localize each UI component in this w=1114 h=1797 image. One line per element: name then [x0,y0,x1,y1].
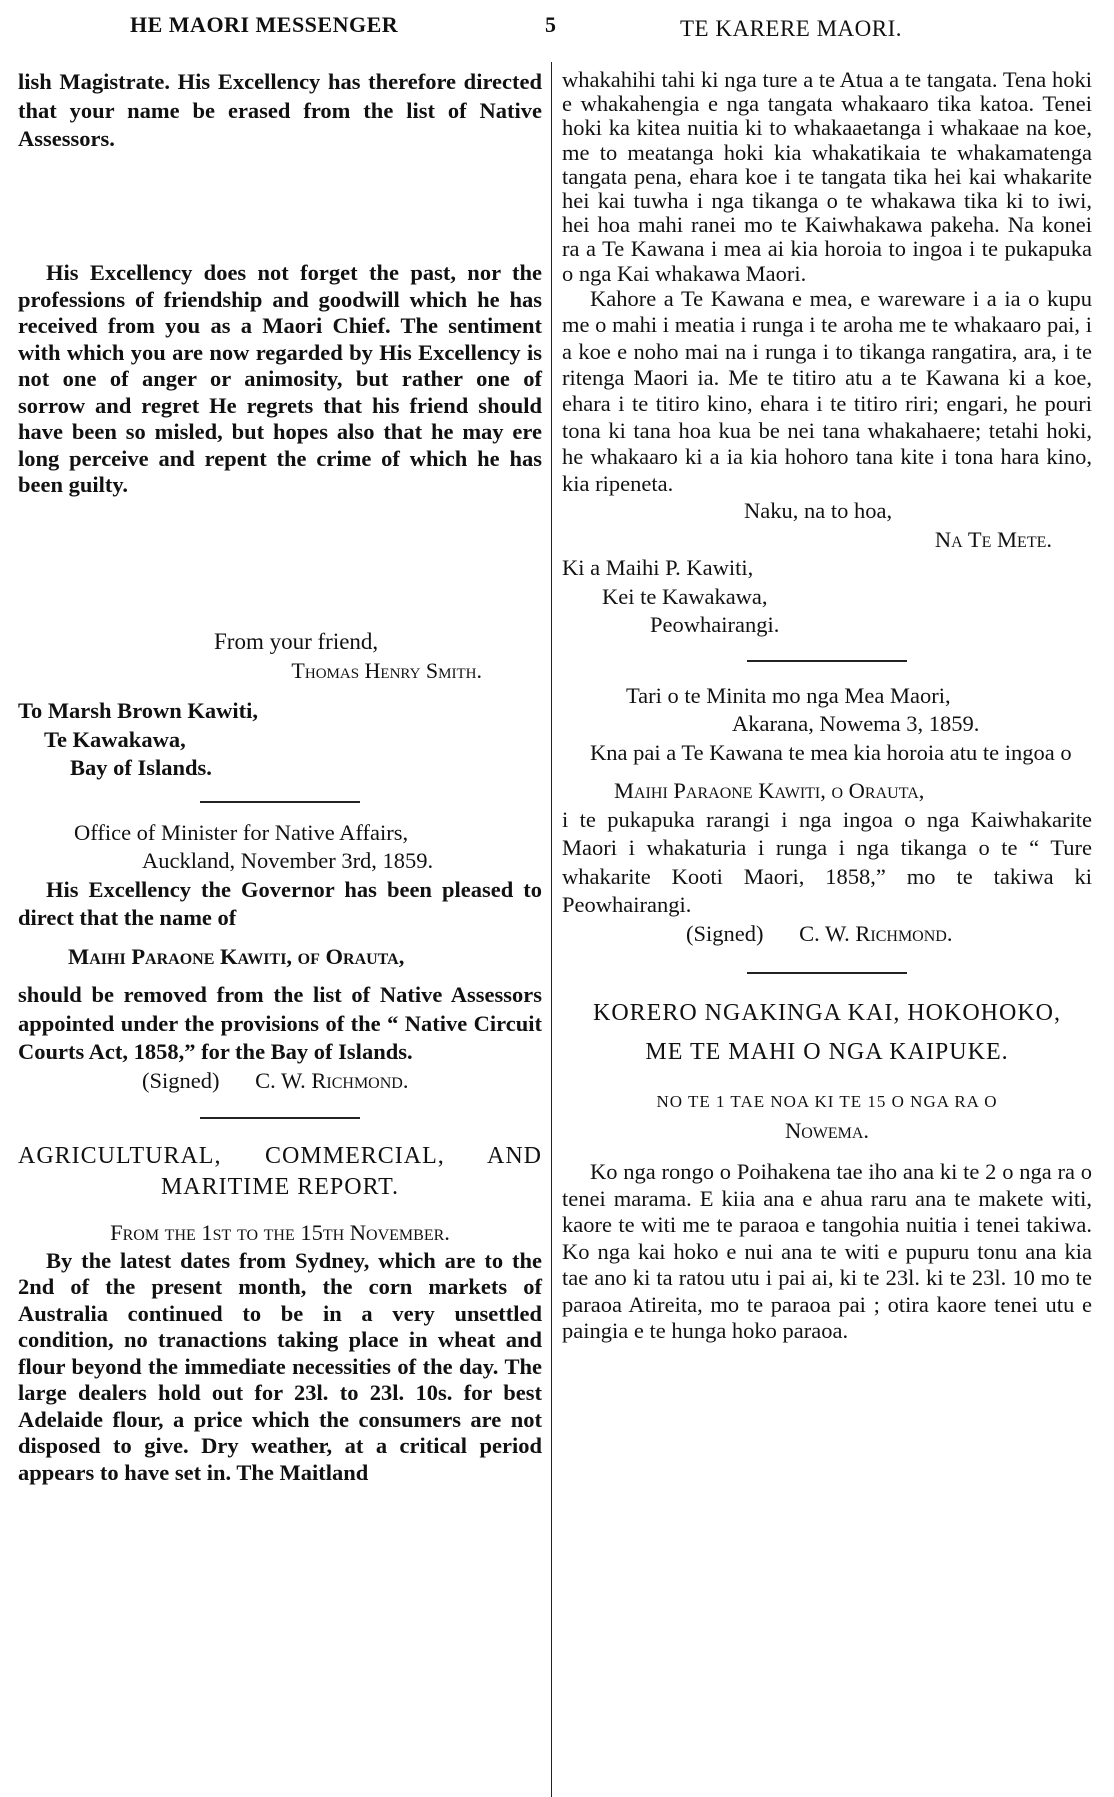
intro-paragraph-maori: whakahihi tahi ki nga ture a te Atua a te tangata. Tena hoki e whakahengia e nga tangata whakaaro tika katoa. Tenei hoki ka kitea nuitia ki to whakaaetanga i whakaae na koe, me to meatanga hoki kia whakatikaia te whakamatenga tangata pena, ehara koe i te tangata tika hei kai whakarite hei kai tuwha i nga tikanga o te whakawa tika ki to iwi, hei hoa mahi ranei mo te Kaiwhakawa pakeha. Na konei ra a Te Kawana i mea ai kia horoia to ingoa i te pukapuka o nga Kai whakawa Maori. [562,67,1092,286]
maori-column [562,68,1092,1797]
addressee-line2: Te Kawakawa, [44,726,186,752]
signature-line-maori [562,920,1092,949]
page-number: 5 [545,12,557,37]
office-line2: Auckland, November 3rd, 1859. [142,848,434,873]
office-maori-line2: Akarana, Nowema 3, 1859. [732,711,980,737]
english-column [18,68,542,1797]
notice-paragraph: His Excellency the Governor has been pleased to direct that the name of [18,876,542,930]
report-title-maori-2: ME TE MAHI O NGA KAIPUKE. [645,1039,1009,1066]
signed-name: C. W. Richmond. [255,1067,409,1093]
signed-name-maori: C. W. Richmond. [799,920,953,946]
letter-paragraph: His Excellency does not forget the past, nor the professions of friendship and goodwill which he has received from you as a Maori Chief. The sentiment with which you are now regarded by His Excellency is not one of anger or animosity, but rather one of sorrow and regret He regrets that his friend should have been so misled, but hopes also that he may ere long perceive and repent the crime of which he has been guilty. [18,260,542,497]
addressee-maori-line1: Ki a Maihi P. Kawiti, [562,555,754,581]
office-maori-line1: Tari o te Minita mo nga Mea Maori, [626,682,951,708]
addressee-line1: To Marsh Brown Kawiti, [18,698,259,723]
notice-paragraph-maori-2: i te pukapuka rarangi i nga ingoa o nga Kaiwhakarite Maori i whakaturia i runga i nga tikanga o te “ Ture whakarite Kooti Maori, 1858,” mo te takiwa ki Peowhairangi. [562,806,1092,918]
report-subtitle-maori-2: Nowema. [784,1117,870,1143]
report-subtitle-maori-1: NO TE 1 TAE NOA KI TE 15 O NGA RA O [656,1092,998,1112]
letter-signer-maori: Na Te Mete. [934,526,1052,552]
intro-paragraph: lish Magistrate. His Excellency has therefore directed that your name be erased from the list of Native Assessors. [18,69,542,151]
assessor-name: Maihi Paraone Kawiti, of Orauta, [68,943,405,969]
office-line1: Office of Minister for Native Affairs, [74,819,409,845]
letter-signer: Thomas Henry Smith. [291,657,482,683]
column-divider [551,62,552,1797]
addressee-line3: Bay of Islands. [70,755,212,780]
report-body: By the latest dates from Sydney, which are to the 2nd of the present month, the corn markets of Australia continued to be in a very unsettled condition, no tranactions taking place in wheat and flour beyond the immediate necessities of the day. The large dealers hold out for 23l. to 23l. 10s. for best Adelaide flour, a price which the consumers are not disposed to give. Dry weather, at a critical period appears to have set in. The Maitland [18,1247,542,1485]
letter-closing: From your friend, [214,629,379,654]
addressee-maori-line3: Peowhairangi. [650,612,780,638]
page-header [0,6,1114,50]
signature-line [18,1067,542,1096]
report-body-maori: Ko nga rongo o Poihakena tae iho ana ki te 2 o nga ra o tenei marama. E kiia ana e ahua raru ana te makete witi, kaore te witi me te paraoa e tangohia nuitia i tenei takiwa. Ko nga kai hoko e nui ana te witi e pupuru tonu ana kia tae ano ki ta ratou utu i pai ai, ki te 23l. ki te 23l. 10 mo te paraoa Atireita, mo te paraoa pai ; otira kaore tenei utu e paingia e te hunga hoko paraoa. [562,1159,1092,1344]
letter-closing-maori: Naku, na to hoa, [744,498,893,524]
masthead-maori: TE KARERE MAORI. [680,16,903,41]
signed-label: (Signed) [142,1067,220,1093]
notice-paragraph-maori: Kna pai a Te Kawana te mea kia horoia atu te ingoa o [590,739,1072,765]
report-title-maori-1: KORERO NGAKINGA KAI, HOKOHOKO, [593,1000,1061,1027]
notice-paragraph-2: should be removed from the list of Native Assessors appointed under the provisions of the “ Native Circuit Courts Act, 1858,” for the Bay of Islands. [18,982,542,1064]
masthead-english: HE MAORI MESSENGER [130,12,399,37]
signed-label-maori: (Signed) [686,920,764,946]
report-subtitle: From the 1st to the 15th November. [110,1220,450,1245]
report-title: AGRICULTURAL, COMMERCIAL, AND MARITIME REPORT. [18,1143,542,1200]
assessor-name-maori: Maihi Paraone Kawiti, o Orauta, [614,778,925,804]
letter-paragraph-maori: Kahore a Te Kawana e mea, e wareware i a ia o kupu me o mahi i meatia i runga i te aroha me te whakaaro pai, i a koe e noho mai na i runga i to tikanga rangatira, ara, i te ritenga Maori ia. Me te titiro atu a te Kawana ki a koe, ehara i te titiro kino, ehara i te titiro riri; engari, he pouri tona ki tana hoa kua be nei tana whakahaere; tetahi hoki, he whakaaro ki a ia kia hohoro tana kite i tona hara kino, kia ripeneta. [562,285,1092,496]
addressee-maori-line2: Kei te Kawakawa, [602,583,768,609]
